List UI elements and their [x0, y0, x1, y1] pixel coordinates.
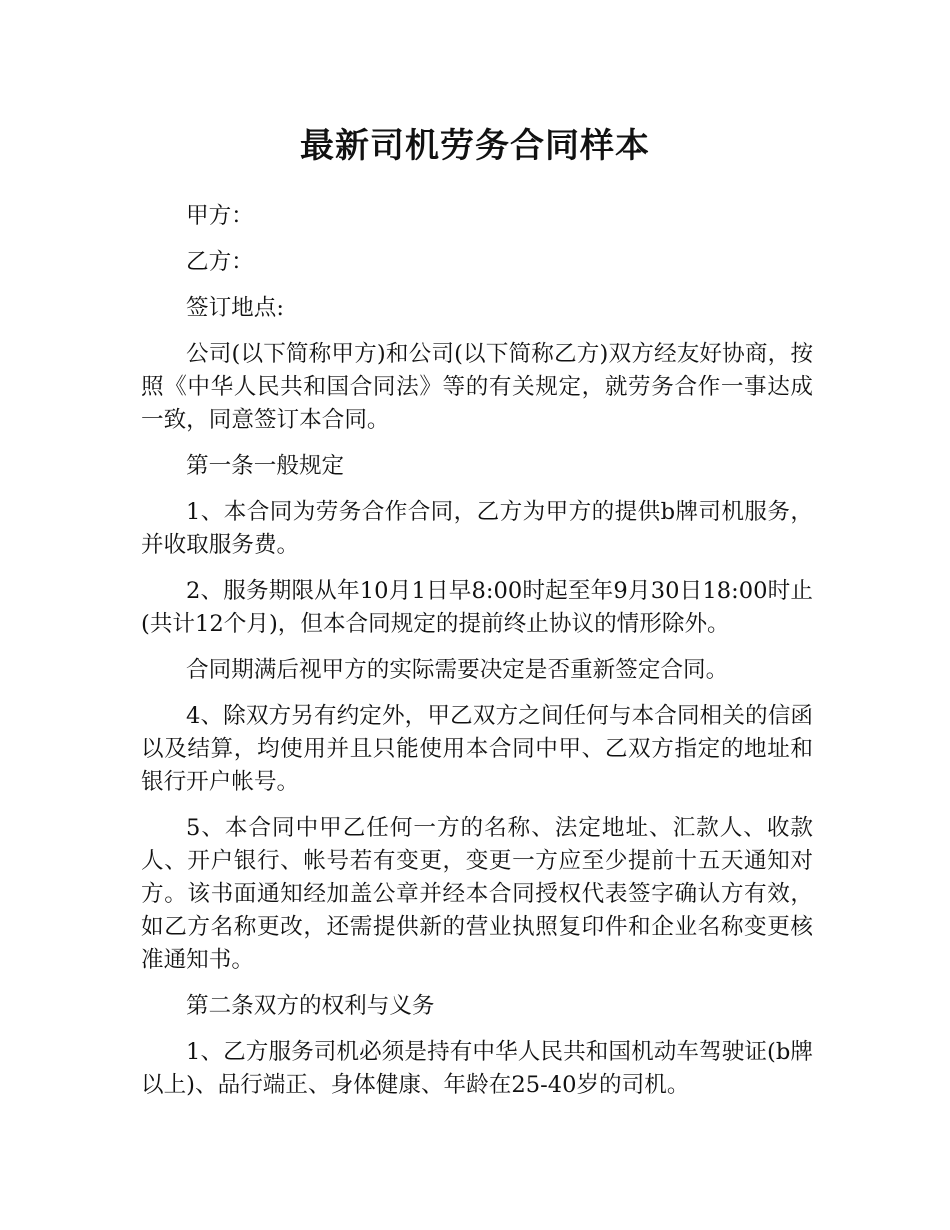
article-heading: 第二条双方的权利与义务	[186, 993, 435, 1019]
signing-place-line: 签订地点:	[186, 295, 284, 321]
clause-paragraph: 2、服务期限从年10月1日早8:00时起至年9月30日18:00时止(共计12个月)，但本合同规定的提前终止协议的情形除外。	[141, 578, 813, 637]
clause-paragraph: 4、除双方另有约定外，甲乙双方之间任何与本合同相关的信函以及结算，均使用并且只能使用本合同中甲、乙双方指定的地址和银行开户帐号。	[141, 703, 813, 795]
clause-paragraph: 1、本合同为劳务合作合同，乙方为甲方的提供b牌司机服务，并收取服务费。	[141, 499, 813, 558]
party-b-line: 乙方：	[186, 249, 254, 275]
clause-paragraph: 1、乙方服务司机必须是持有中华人民共和国机动车驾驶证(b牌以上)、品行端正、身体健康、年龄在25-40岁的司机。	[141, 1039, 813, 1098]
preamble-paragraph: 公司(以下简称甲方)和公司(以下简称乙方)双方经友好协商，按照《中华人民共和国合同法》等的有关规定，就劳务合作一事达成一致，同意签订本合同。	[141, 341, 813, 433]
document-title: 最新司机劳务合同样本	[300, 126, 650, 166]
clause-paragraph: 合同期满后视甲方的实际需要决定是否重新签定合同。	[186, 657, 729, 683]
party-a-line: 甲方：	[186, 203, 254, 229]
article-heading: 第一条一般规定	[186, 453, 345, 479]
clause-paragraph: 5、本合同中甲乙任何一方的名称、法定地址、汇款人、收款人、开户银行、帐号若有变更，变更一方应至少提前十五天通知对方。该书面通知经加盖公章并经本合同授权代表签字确认方有效，如乙方名称更改，还需提供新的营业执照复印件和企业名称变更核准通知书。	[141, 815, 813, 973]
document-body	[141, 200, 813, 1115]
